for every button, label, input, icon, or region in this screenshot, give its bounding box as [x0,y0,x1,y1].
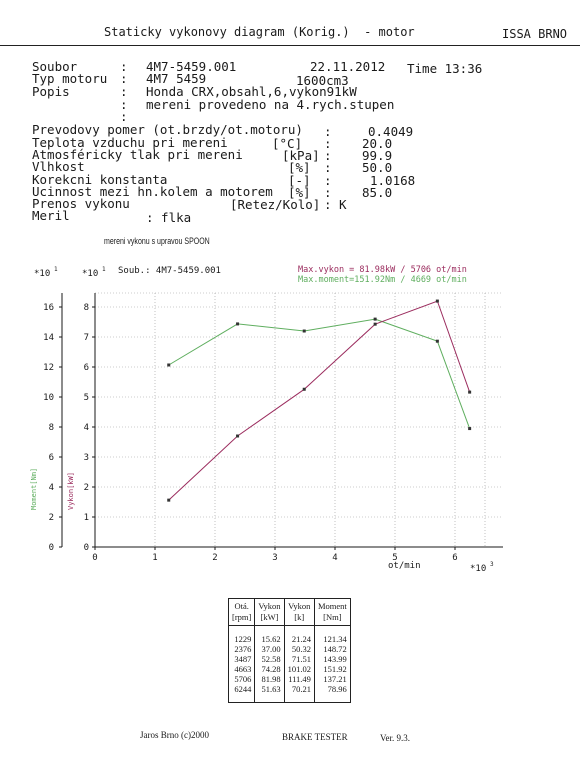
param-value: 50.0 [362,160,393,175]
param-label: Prenos vykonu [32,196,130,211]
colon: : [324,160,332,175]
cell: 1229 [229,626,255,645]
cell: 52.58 [255,654,284,664]
right-axis-exponent: 1 [102,266,106,273]
x-axis-tick-label: 6 [452,553,458,563]
table-row [229,674,351,684]
column-header-torque [314,599,350,626]
results-table [228,598,351,703]
param-unit: [%] [288,160,311,175]
right-axis-tick-label: 2 [83,483,89,493]
chart-file-label: Soub.: 4M7-5459.001 [118,266,221,276]
param-unit: [kPa] [282,148,320,163]
colon: : [324,136,332,151]
param-value: 85.0 [362,185,393,200]
param-unit: [-] [288,173,311,188]
header-unit: [Nm] [323,612,342,622]
x-axis-tick-label: 0 [92,553,98,563]
table-row [229,644,351,654]
x-axis-tick-label: 1 [152,553,158,563]
param-label: Prevodovy pomer (ot.brzdy/ot.motoru) [32,122,303,137]
colon: : [324,185,332,200]
param-unit: [Retez/Kolo] [230,197,321,212]
left-axis-tick-label: 2 [48,513,54,523]
cell: 6244 [229,684,255,703]
header-unit: [kW] [260,612,279,622]
power-point [167,499,170,502]
footer-copyright: Jaros Brno (c)2000 [140,730,209,740]
table-row [229,626,351,645]
right-axis-tick-label: 8 [83,303,89,313]
cell: 15.62 [255,626,284,645]
header-name: Vykon [258,601,281,611]
company-name: ISSA BRNO [502,27,568,41]
param-label: Ucinnost mezi hn.kolem a motorem [32,184,273,199]
param-unit: [%] [288,185,311,200]
typ-label: Typ motoru [32,71,108,86]
colon: : [120,84,128,99]
x-axis-tick-label: 4 [332,553,338,563]
left-axis-tick-label: 12 [43,363,54,373]
cell: 21.24 [284,626,314,645]
left-axis-tick-label: 16 [43,303,54,313]
cell: 111.49 [284,674,314,684]
cell: 74.28 [255,664,284,674]
footer-tester: BRAKE TESTER [282,732,348,742]
right-axis-tick-label: 1 [83,513,89,523]
param-value: 20.0 [362,136,393,151]
popis-label: Popis [32,84,70,99]
time: Time 13:36 [407,61,483,76]
torque-line [169,319,470,429]
header-divider [0,45,580,46]
torque-point [374,318,377,321]
left-axis-tick-label: 8 [48,423,54,433]
left-axis-title: Moment[Nm] [30,467,38,510]
handwritten-note: mereni vykonu s upravou SPOON [104,236,210,246]
power-point [468,391,471,394]
left-axis-tick-label: 14 [43,333,54,343]
torque-point [436,340,439,343]
param-unit: [°C] [272,136,303,151]
column-header-power-k [284,599,314,626]
cell: 5706 [229,674,255,684]
torque-point [236,322,239,325]
x-axis-tick-label: 5 [392,553,398,563]
cell: 101.02 [284,664,314,674]
power-point [374,323,377,326]
right-axis-tick-label: 6 [83,363,89,373]
param-label: Atmosféricky tlak pri mereni [32,147,243,162]
cell: 137.21 [314,674,350,684]
right-axis-tick-label: 5 [83,393,89,403]
chart-axes [59,293,503,550]
cell: 78.96 [314,684,350,703]
cell: 37.00 [255,644,284,654]
colon: : [120,59,128,74]
meril-value: : flka [146,210,192,225]
left-axis-exponent: 1 [54,266,58,273]
right-axis-multiplier: *10 [82,269,99,279]
param-value: 99.9 [362,148,393,163]
right-axis-tick-label: 7 [83,333,89,343]
soubor-value: 4M7-5459.001 [146,59,237,74]
param-value: 0.4049 [368,124,414,139]
param-label: Teplota vzduchu pri mereni [32,135,228,150]
x-axis-tick-label: 3 [272,553,278,563]
report-title: Staticky vykonovy diagram (Korig.) - motor [104,25,415,39]
max-torque-label: Max.moment=151.92Nm / 4669 ot/min [298,275,467,285]
param-label: Vlhkost [32,159,85,174]
colon: : [120,97,128,112]
column-header-rpm [229,599,255,626]
table-row [229,684,351,703]
cell: 148.72 [314,644,350,654]
cell: 50.32 [284,644,314,654]
x-axis-multiplier: *10 [470,564,487,574]
colon: : [324,124,332,139]
displacement: 1600cm3 [296,73,349,88]
cell: 81.98 [255,674,284,684]
power-point [303,388,306,391]
right-axis-tick-label: 3 [83,453,89,463]
column-header-power-kw [255,599,284,626]
table-row [229,664,351,674]
param-label: Korekcni konstanta [32,172,168,187]
cell: 70.21 [284,684,314,703]
cell: 4663 [229,664,255,674]
left-axis-multiplier: *10 [34,269,51,279]
table-row [229,654,351,664]
colon: : [324,173,332,188]
cell: 51.63 [255,684,284,703]
left-axis-tick-label: 6 [48,453,54,463]
cell: 143.99 [314,654,350,664]
chart-labels [30,265,494,574]
date: 22.11.2012 [310,59,386,74]
chart-grid [95,293,503,547]
torque-point [303,330,306,333]
left-axis-tick-label: 4 [48,483,54,493]
cell: 3487 [229,654,255,664]
torque-point [468,427,471,430]
table-header-row [229,599,351,626]
cell: 2376 [229,644,255,654]
header-unit: [rpm] [232,612,252,622]
colon: : [120,109,128,124]
header-name: Moment [317,601,347,611]
header-name: Otá. [234,601,249,611]
header-unit: [k] [294,612,305,622]
power-torque-chart [0,255,580,600]
cell: 71.51 [284,654,314,664]
param-value: 1.0168 [370,173,416,188]
power-point [436,300,439,303]
left-axis-tick-label: 0 [48,543,54,553]
popis-line2: mereni provedeno na 4.rych.stupen [146,97,395,112]
cell: 121.34 [314,626,350,645]
footer-version: Ver. 9.3. [380,733,410,743]
typ-value: 4M7 5459 [146,71,207,86]
param-value: K [339,197,347,212]
colon: : [324,197,332,212]
right-axis-tick-label: 4 [83,423,89,433]
chart-series [167,300,471,502]
header-name: Vykon [288,601,311,611]
right-axis-title: Vykon[kW] [67,472,75,510]
left-axis-tick-label: 10 [43,393,54,403]
x-axis-label: ot/min [388,561,421,571]
torque-point [167,363,170,366]
cell: 151.92 [314,664,350,674]
right-axis-tick-label: 0 [83,543,89,553]
power-point [236,435,239,438]
popis-line1: Honda CRX,obsahl,6,vykon91kW [146,84,357,99]
meril-label: Meril [32,208,70,223]
x-axis-exponent: 3 [490,561,494,568]
max-power-label: Max.vykon = 81.98kW / 5706 ot/min [298,265,467,275]
x-axis-tick-label: 2 [212,553,218,563]
colon: : [120,71,128,86]
colon: : [324,148,332,163]
power-line [169,301,470,500]
soubor-label: Soubor [32,59,78,74]
